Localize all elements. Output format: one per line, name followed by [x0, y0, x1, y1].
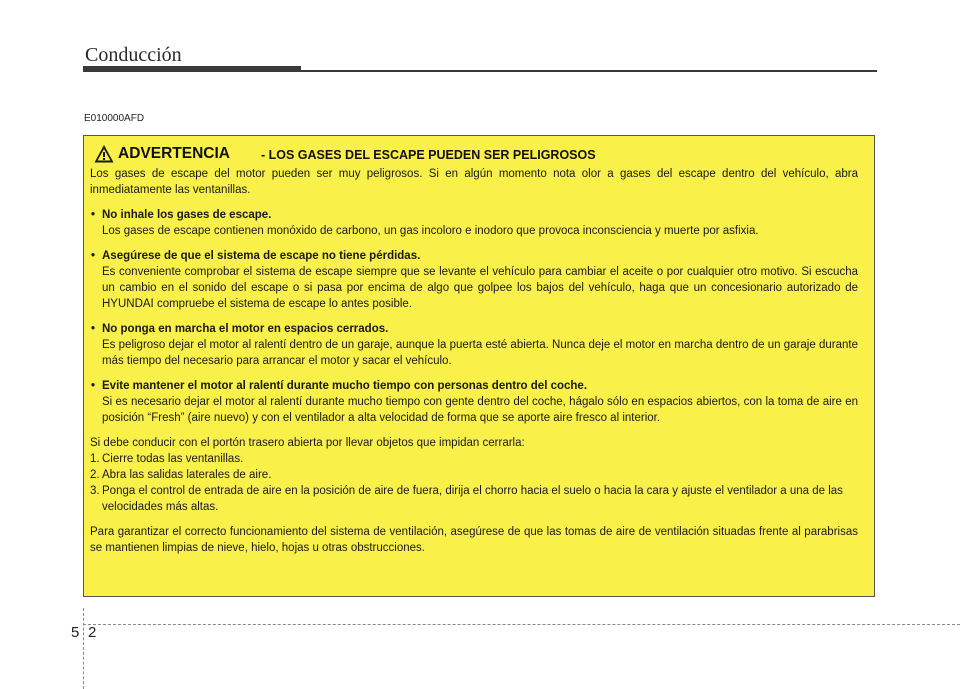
bullet-title: • Asegúrese de que el sistema de escape no tiene pérdidas.	[90, 248, 858, 264]
section-title: Conducción	[85, 44, 182, 66]
step-text: Ponga el control de entrada de aire en la posición de aire de fuera, dirija el chorro hacia el suelo o hacia la cara y ajuste el ventilador a una de las velocidades más altas.	[102, 485, 843, 513]
warning-box	[83, 135, 875, 597]
bullet-item	[90, 248, 858, 312]
step-number: 3.	[90, 485, 100, 497]
warning-subtitle: - LOS GASES DEL ESCAPE PUEDEN SER PELIGROSOS	[261, 148, 596, 162]
step-item	[90, 451, 858, 467]
tailgate-intro: Si debe conducir con el portón trasero abierta por llevar objetos que impidan cerrarla:	[90, 437, 525, 449]
warning-content	[90, 166, 858, 556]
bullet-body: Los gases de escape contienen monóxido de carbono, un gas incoloro e inodoro que provoca inconsciencia y muerte por asfixia.	[102, 225, 759, 237]
page-number: 2	[88, 624, 97, 641]
warning-closing: Para garantizar el correcto funcionamiento del sistema de ventilación, asegúrese de que las tomas de aire de ventilación situadas frente al parabrisas se mantienen limpias de nieve, hielo, hojas u otras obstrucciones.	[90, 526, 858, 554]
header-rule-thin	[301, 70, 877, 72]
bullet-body: Es peligroso dejar el motor al ralentí dentro de un garaje, aunque la puerta esté abierta. Nunca deje el motor en marcha dentro de un garaje durante más tiempo del necesario para arrancar el motor y sacar el vehículo.	[102, 339, 858, 367]
step-item	[90, 467, 858, 483]
bullet-title: • No inhale los gases de escape.	[90, 207, 858, 223]
document-code: E010000AFD	[84, 113, 145, 124]
warning-header	[94, 142, 874, 166]
step-number: 1.	[90, 453, 100, 465]
warning-triangle-icon	[94, 144, 114, 164]
bullet-item	[90, 378, 858, 426]
step-item	[90, 483, 858, 515]
warning-intro: Los gases de escape del motor pueden ser muy peligrosos. Si en algún momento nota olor a gases del escape dentro del vehículo, abra inmediatamente las ventanillas.	[90, 168, 858, 196]
step-text: Cierre todas las ventanillas.	[102, 453, 244, 465]
bullet-title: • Evite mantener el motor al ralentí durante mucho tiempo con personas dentro del coche.	[90, 378, 858, 394]
bullet-item	[90, 321, 858, 369]
chapter-number: 5	[71, 624, 80, 641]
bullet-item	[90, 207, 858, 239]
footer-rule-vertical	[83, 608, 85, 689]
bullet-body: Es conveniente comprobar el sistema de escape siempre que se levante el vehículo para cambiar el aceite o por cualquier otro motivo. Si escucha un cambio en el sonido del escape o si pasa por encima de algo que golpee los bajos del vehículo, haga que un concesionario autorizado de HYUNDAI compruebe el sistema de escape lo antes posible.	[102, 266, 858, 310]
header-rule-thick	[83, 66, 301, 72]
footer-rule-horizontal	[83, 624, 960, 625]
bullet-title: • No ponga en marcha el motor en espacios cerrados.	[90, 321, 858, 337]
steps-list	[90, 451, 858, 515]
warning-title: ADVERTENCIA	[118, 145, 230, 162]
step-number: 2.	[90, 469, 100, 481]
bullet-body: Si es necesario dejar el motor al ralentí durante mucho tiempo con gente dentro del coche, hágalo sólo en espacios abiertos, con la toma de aire en posición “Fresh” (aire nuevo) y con el ventilador a alta velocidad de forma que se aporte aire fresco al interior.	[102, 396, 858, 424]
step-text: Abra las salidas laterales de aire.	[102, 469, 272, 481]
